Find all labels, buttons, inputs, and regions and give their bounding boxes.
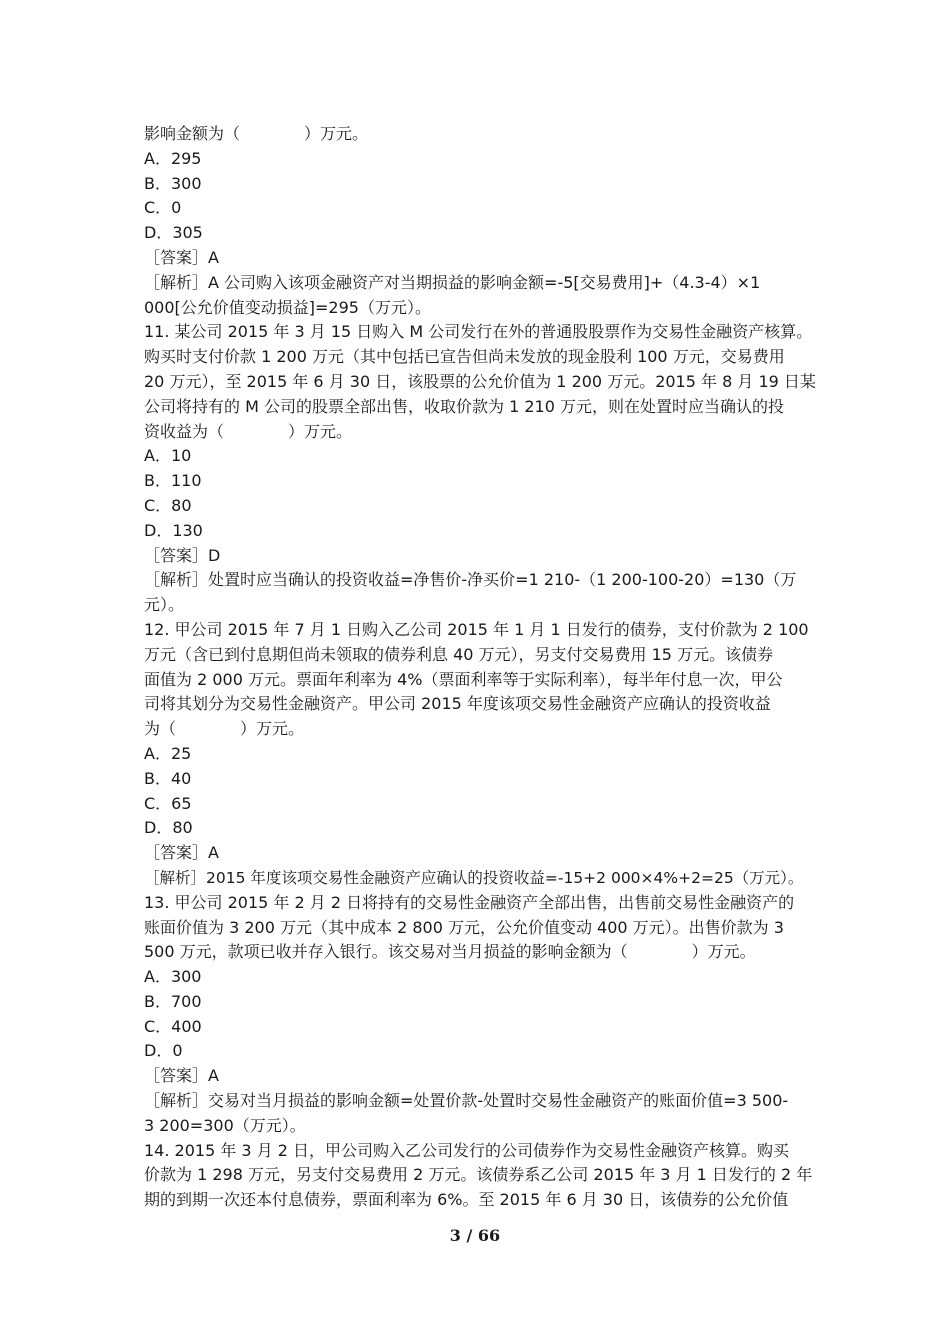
text-line: 公司将持有的 M 公司的股票全部出售，收取价款为 1 210 万元，则在处置时应当确认的投 [144,396,784,416]
text-line: D．0 [144,1041,183,1061]
text-line: ［答案］A [144,1066,219,1086]
text-line: 账面价值为 3 200 万元（其中成本 2 800 万元，公允价值变动 400 万元）。出售价款为 3 [144,917,784,937]
text-line: 购买时支付价款 1 200 万元（其中包括已宣告但尚未发放的现金股利 100 万元，交易费用 [144,347,785,367]
text-line: C．400 [144,1016,202,1036]
text-line: ［答案］D [144,545,221,565]
text-line: ［答案］A [144,843,219,863]
text-line: A．10 [144,446,192,466]
text-line: C．65 [144,793,192,813]
text-line: 3 200=300（万元）。 [144,1115,306,1135]
text-line: 12. 甲公司 2015 年 7 月 1 日购入乙公司 2015 年 1 月 1 日发行的债券，支付价款为 2 100 [144,619,809,639]
text-line: A．300 [144,967,202,987]
text-line: B．300 [144,173,202,193]
text-line: 价款为 1 298 万元，另支付交易费用 2 万元。该债券系乙公司 2015 年 3 月 1 日发行的 2 年 [144,1165,813,1185]
text-line: 11. 某公司 2015 年 3 月 15 日购入 M 公司发行在外的普通股股票作为交易性金融资产核算。 [144,322,813,342]
text-line: 13. 甲公司 2015 年 2 月 2 日将持有的交易性金融资产全部出售，出售前交易性金融资产的 [144,892,795,912]
text-line: ［解析］交易对当月损益的影响金额=处置价款-处置时交易性金融资产的账面价值=3 500- [144,1091,789,1111]
text-line: D．80 [144,818,193,838]
text-line: 面值为 2 000 万元。票面年利率为 4%（票面利率等于实际利率），每半年付息一次，甲公 [144,669,783,689]
text-line: 000[公允价值变动损益]=295（万元）。 [144,297,431,317]
text-line: ［解析］2015 年度该项交易性金融资产应确认的投资收益=-15+2 000×4%+2=25（万元）。 [144,868,804,887]
text-line: A．295 [144,148,202,168]
text-line: C．0 [144,198,182,218]
text-line: ［答案］A [144,247,219,267]
text-line: 影响金额为（ ）万元。 [144,124,369,143]
text-line: 为（ ）万元。 [144,719,305,739]
text-line: C．80 [144,495,192,515]
document-body [144,122,816,1213]
text-line: B．110 [144,471,202,491]
text-line: D．130 [144,520,203,540]
text-line: 元）。 [144,595,185,615]
text-line: 期的到期一次还本付息债券，票面利率为 6%。至 2015 年 6 月 30 日，该债券的公允价值 [144,1190,789,1210]
text-line: A．25 [144,743,192,763]
text-line: ［解析］A 公司购入该项金融资产对当期损益的影响金额=-5[交易费用]+（4.3-4）×1 [144,272,761,292]
text-line: B．40 [144,768,192,788]
text-line: 司将其划分为交易性金融资产。甲公司 2015 年度该项交易性金融资产应确认的投资收益 [144,694,771,714]
text-line: ［解析］处置时应当确认的投资收益=净售价-净买价=1 210-（1 200-100-20）=130（万 [144,570,797,590]
text-line: D．305 [144,223,203,243]
text-line: 500 万元，款项已收并存入银行。该交易对当月损益的影响金额为（ ）万元。 [144,942,756,962]
text-line: B．700 [144,991,202,1011]
text-line: 14. 2015 年 3 月 2 日，甲公司购入乙公司发行的公司债券作为交易性金融资产核算。购买 [144,1140,790,1160]
text-line: 20 万元），至 2015 年 6 月 30 日，该股票的公允价值为 1 200 万元。2015 年 8 月 19 日某 [144,371,816,391]
page-number: 3 / 66 [449,1226,501,1245]
text-line: 万元（含已到付息期但尚未领取的债券利息 40 万元），另支付交易费用 15 万元。该债券 [144,644,774,664]
text-line: 资收益为（ ）万元。 [144,421,353,441]
